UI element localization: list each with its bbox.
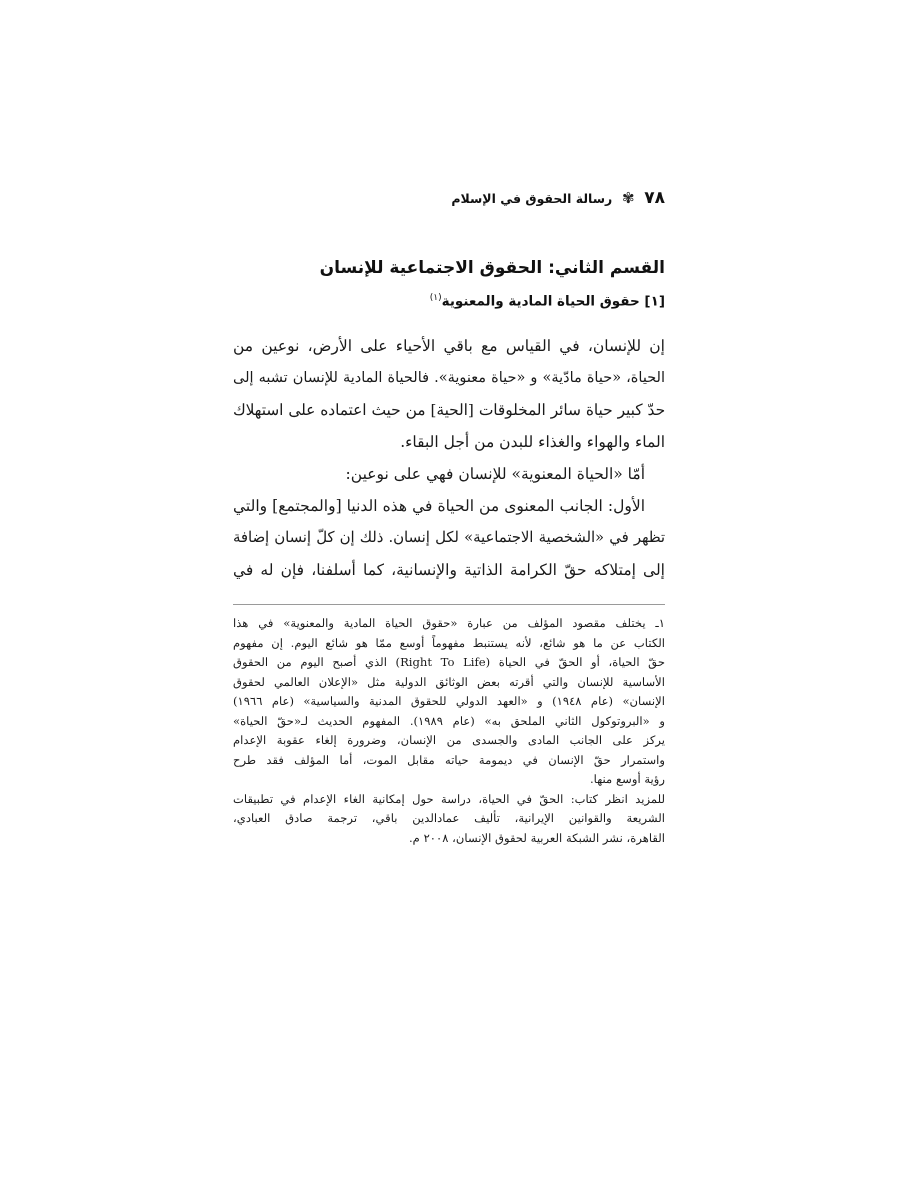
book-page — [233, 0, 665, 1200]
running-book-title: رسالة الحقوق في الإسلام — [451, 190, 613, 206]
footnote-line: رؤية أوسع منها. — [590, 772, 665, 786]
subsection-title-text: [١] حقوق الحياة المادية والمعنوية — [441, 293, 665, 310]
footnote-line: الشريعة والقوانين الإيرانية، تأليف عمادالدين باقي، ترجمة صادق العبادي، — [233, 811, 665, 825]
body-line: الحياة، «حياة مادّية» و «حياة معنوية». فالحياة المادية للإنسان تشبه إلى — [233, 370, 665, 386]
footnote-line: ١ـ يختلف مقصود المؤلف من عبارة «حقوق الحياة المادية والمعنوية» في هذا — [233, 616, 665, 630]
footnote-reference: (١) — [429, 293, 442, 303]
footnote-line: و «البروتوكول الثاني الملحق به» (عام ١٩٨٩). المفهوم الحديث لـ«حقّ الحياة» — [233, 713, 665, 728]
page-number: ٧٨ — [644, 188, 665, 208]
body-line: أمّا «الحياة المعنوية» للإنسان فهي على نوعين: — [345, 465, 645, 483]
footnote-line: حقّ الحياة، أو الحقّ في الحياة (Right To Life) الذي أصبح اليوم من الحقوق — [233, 655, 665, 669]
body-text — [233, 330, 665, 586]
running-header — [233, 184, 665, 212]
footnote-line: يركز على الجانب المادى والجسدى من الإنسان، وضرورة إلغاء عقوبة الإعدام — [233, 733, 665, 747]
flower-ornament-icon: ✾ — [621, 189, 635, 207]
section-title: القسم الثاني: الحقوق الاجتماعية للإنسان — [319, 258, 665, 278]
footnote-line: الكتاب عن ما هو شائع، لأنه يستنبط مفهوماً أوسع ممّا هو شائع اليوم. إن مفهوم — [233, 635, 665, 650]
footnote-divider — [233, 604, 665, 605]
footnote-line: واستمرار حقّ الإنسان في ديمومة حياته مقابل الموت، أما المؤلف فقد طرح — [233, 752, 665, 767]
body-line: تظهر في «الشخصية الاجتماعية» لكل إنسان. ذلك إن كلّ إنسان إضافة — [233, 529, 665, 546]
body-line: الماء والهواء والغذاء للبدن من أجل البقاء. — [400, 433, 665, 451]
body-line: إن للإنسان، في القياس مع باقي الأحياء على الأرض، نوعين من — [233, 337, 665, 355]
subsection-title — [233, 285, 665, 315]
footnote-line: الإنسان» (عام ١٩٤٨) و «العهد الدولي للحقوق المدنية والسياسية» (عام ١٩٦٦) — [233, 694, 665, 708]
body-line: حدّ كبير حياة سائر المخلوقات [الحية] من حيث اعتماده على استهلاك — [233, 401, 665, 419]
body-line: الأول: الجانب المعنوى من الحياة في هذه الدنيا [والمجتمع] والتي — [233, 497, 645, 515]
body-line: إلى إمتلاكه حقّ الكرامة الذاتية والإنسانية، كما أسلفنا، فإن له في — [233, 561, 665, 579]
footnote-line: للمزيد انظر كتاب: الحقّ في الحياة، دراسة حول إمكانية الغاء الإعدام في تطبيقات — [233, 791, 665, 806]
footnotes — [233, 614, 665, 848]
footnote-line: القاهرة، نشر الشبكة العربية لحقوق الإنسان، ٢٠٠٨ م. — [409, 830, 665, 845]
footnote-line: الأساسية للإنسان والتي أقرته بعض الوثائق الدولية مثل «الإعلان العالمي لحقوق — [233, 674, 665, 689]
